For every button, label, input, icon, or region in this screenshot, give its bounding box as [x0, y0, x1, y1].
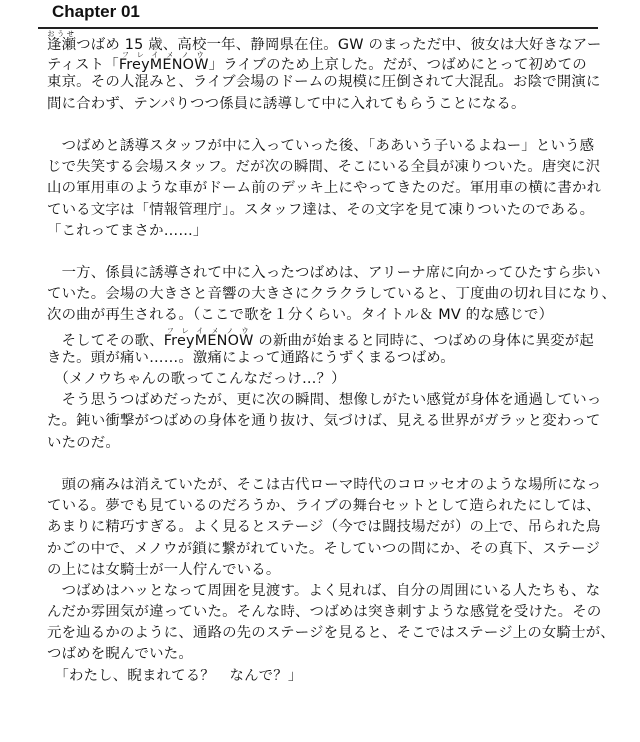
paragraph-gap [47, 115, 617, 136]
text-line [47, 666, 617, 687]
name-reading: おうせ [47, 30, 77, 38]
text-line: つばめを睨んでいた。 [47, 646, 193, 663]
band-reading: フレイメノウ [163, 326, 254, 335]
text-fragment: の新曲が始まると同時に、つばめの身体に異変が起 [253, 332, 594, 349]
text-line: あまりに精巧すぎる。よく見るとステージ（今では闘技場だが）の上で、吊られた鳥 [47, 519, 601, 536]
name-kanji: 逢瀬 [47, 37, 77, 53]
text-line [47, 136, 617, 157]
text-line [47, 327, 617, 348]
band-name: FreyMENOW [118, 57, 209, 74]
paragraph-gap [47, 454, 617, 475]
text-fragment: ティスト「 [47, 57, 119, 74]
band-name: FreyMENOW [163, 332, 254, 349]
text-fragment: そう思うつばめだったが、更に次の瞬間、想像しがたい感覚が身体を通過していっ [61, 392, 602, 409]
name-ruby [47, 30, 77, 53]
text-line: ている文字は「情報管理庁」。スタッフ達は、その文字を見て凍りついたのである。 [47, 201, 595, 218]
band-ruby [118, 51, 209, 74]
text-line: いたのだ。 [47, 434, 120, 451]
text-fragment: 一方、係員に誘導されて中に入ったつばめは、アリーナ席に向かってひたすら歩い [61, 265, 601, 282]
text-line: じで失笑する会場スタッフ。だが次の瞬間、そこにいる全員が凍りついた。唐突に沢 [47, 159, 601, 176]
text-line: んだか雰囲気が違っていた。そんな時、つばめは突き刺すような感覚を受けた。その [47, 604, 602, 621]
chapter-title: Chapter 01 [52, 2, 140, 21]
text-line: た。鈍い衝撃がつばめの身体を通り抜け、気づけば、見える世界がガラッと変わって [47, 413, 601, 430]
paragraph-2 [47, 136, 617, 242]
band-reading: フレイメノウ [118, 51, 209, 60]
novel-body [47, 30, 617, 687]
chapter-header [38, 0, 598, 29]
text-line: きた。頭が痛い……。激痛によって通路にうずくまるつばめ。 [47, 349, 455, 366]
text-line [47, 475, 617, 496]
text-line [47, 390, 617, 411]
paragraph-3 [47, 263, 617, 454]
text-line: の上には女騎士が一人佇んでいる。 [47, 561, 281, 578]
text-line: 山の軍用車のような車がドーム前のデッキ上にやってきたのだ。軍用車の横に書かれ [47, 180, 602, 197]
text-fragment: つばめ 15 歳、高校一年、静岡県在住。GW のまっただ中、彼女は大好きなアー [76, 37, 602, 53]
text-line: 元を辿るかのように、通路の先のステージを見ると、そこではステージ上の女騎士が、 [47, 625, 615, 642]
text-fragment: 」ライブのため上京した。だが、つばめにとって初めての [208, 57, 587, 74]
paragraph-gap [47, 242, 617, 263]
text-fragment: （メノウちゃんの歌ってこんなだっけ…？） [61, 371, 346, 387]
text-line: 「これってまさか……」 [47, 222, 208, 239]
band-ruby [163, 326, 254, 349]
paragraph-1 [47, 30, 617, 115]
text-fragment: そしてその歌、 [61, 332, 164, 349]
text-line [47, 30, 617, 51]
text-line: ていた。会場の大きさと音響の大きさにクラクラしていると、丁度曲の切れ目になり、 [47, 286, 617, 303]
text-fragment: つばめと誘導スタッフが中に入っていった後、「ああいう子いるよねー」という感 [61, 137, 595, 154]
text-line: かごの中で、メノウが鎖に繋がれていた。そしていつの間にか、その真下、ステージ [47, 540, 601, 557]
text-line [47, 51, 617, 72]
text-line [47, 581, 617, 602]
text-line [47, 369, 617, 390]
text-line: ている。夢でも見ているのだろうか、ライブの舞台セットとして造られたにしては、 [47, 498, 601, 515]
text-fragment: つばめはハッとなって周囲を見渡す。よく見れば、自分の周囲にいる人たちも、な [61, 582, 601, 599]
text-fragment: 「わたし、睨まれてる？ なんで？」 [61, 667, 303, 684]
text-line: 間に合わず、テンパりつつ係員に誘導して中に入れてもらうことになる。 [47, 95, 526, 112]
text-line: 次の曲が再生される。（ここで歌を１分くらい。タイトル＆ MV 的な感じで） [47, 307, 554, 324]
text-line: 東京。その人混みと、ライブ会場のドームの規模に圧倒されて大混乱。お陰で開演に [47, 74, 601, 91]
text-line [47, 263, 617, 284]
paragraph-4 [47, 475, 617, 687]
text-fragment: 頭の痛みは消えていたが、そこは古代ローマ時代のコロッセオのような場所になっ [61, 476, 602, 493]
